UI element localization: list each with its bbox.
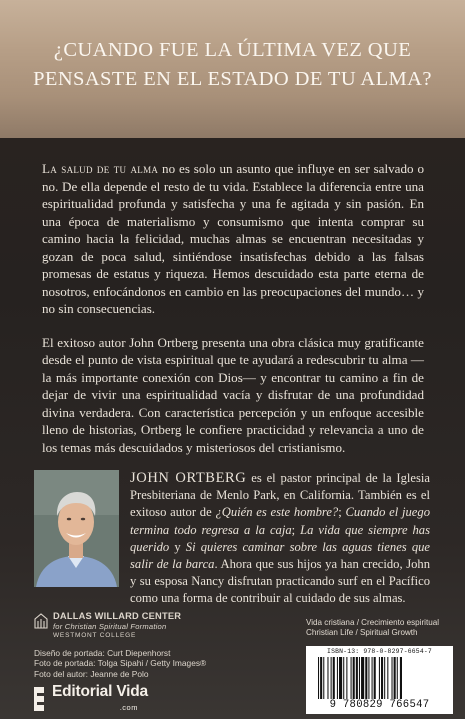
category-spanish: Vida cristiana / Crecimiento espiritual <box>306 618 440 627</box>
category-english: Christian Life / Spiritual Growth <box>306 628 418 637</box>
credit-cover-photo: Foto de portada: Tolga Sipahi / Getty Images® <box>34 658 207 669</box>
isbn-barcode <box>306 646 453 714</box>
author-portrait-image <box>34 470 119 587</box>
cover-credits <box>34 648 234 679</box>
book-title-1: ¿Quién es este hombre? <box>215 505 339 520</box>
dallas-willard-title: DALLAS WILLARD CENTER <box>53 611 182 621</box>
publisher-domain: .com <box>119 702 138 712</box>
barcode-number: 9 780829 766547 <box>329 699 430 711</box>
author-bio <box>130 470 430 608</box>
dallas-willard-logo <box>34 612 234 641</box>
description-paragraph-1 <box>42 160 424 318</box>
dallas-willard-subtitle: for Christian Spiritual Formation <box>53 621 167 631</box>
dallas-willard-college: WESTMONT COLLEGE <box>53 632 137 640</box>
author-name: JOHN ORTBERG <box>130 470 247 486</box>
bio-text-2: . Ahora que sus hijos ya han crecido, John y su esposa Nancy disfrutan practicando surf en el Pacífico como una forma de contribuir al cuidado de sus almas. <box>130 557 430 606</box>
bio-separator-3: y <box>169 539 186 554</box>
book-title-3: La vida que siempre has querido <box>130 522 430 554</box>
headline-band <box>0 0 465 138</box>
paragraph-1-text: no es solo un asunto que influye en ser salvado o no. De ella depende el resto de tu vida. Establece la diferencia entre una espiritualidad profunda y satisfecha y una fe agitada y sin pasión. En una época de materialismo y consumismo que intenta comprar su camino hacia la felicidad, muchas almas se encuentran necesitadas y gozan de poca salud, sintiéndose insatisfechas debido a las falsas promesas de estatus y riqueza. Hemos descuidado esta parte eterna de nosotros, enfocándonos en cambio en las preocupaciones del mundo… y no sin consecuencias. <box>42 161 424 316</box>
book-categories <box>306 618 456 638</box>
isbn-label: ISBN-13: 978-0-8297-6654-7 <box>327 648 432 655</box>
publisher-mark-icon <box>34 687 46 711</box>
bio-separator-1: ; <box>338 505 346 520</box>
credit-author-photo: Foto del autor: Jeanne de Polo <box>34 668 149 679</box>
book-title-2: Cuando el juego termina todo regresa a la caja <box>130 505 430 537</box>
author-photo <box>34 470 119 587</box>
publisher-name: Editorial Vida <box>52 682 148 700</box>
barcode-bars-icon <box>318 657 441 699</box>
headline <box>0 36 465 94</box>
bio-separator-2: ; <box>291 522 301 537</box>
headline-line-1: ¿CUANDO FUE LA ÚLTIMA VEZ QUE <box>53 39 412 61</box>
credit-design: Diseño de portada: Curt Diepenhorst <box>34 648 171 658</box>
headline-line-2: PENSASTE EN EL ESTADO DE TU ALMA? <box>33 68 432 90</box>
book-title-lead: La salud de tu alma <box>42 161 159 176</box>
description <box>42 160 424 456</box>
description-paragraph-2: El exitoso autor John Ortberg presenta una obra clásica muy gratificante desde el punto de vista espiritual que te ayudará a redescubrir tu alma —la más importante conexión con Dios— y encontrar tu camino a fin de dejar de vivir una espiritualidad vacía y disfrutar de una profundidad divina verdadera. Con característica percepción y un enfoque accesible lleno de historias, Ortberg le confiere practicidad y relevancia a uno de los temas más descuidados y misteriosos del cristianismo. <box>42 334 424 455</box>
dallas-willard-emblem-icon <box>34 613 48 629</box>
publisher-logo <box>34 684 204 714</box>
book-title-4: Si quieres caminar sobre las aguas tienes que salir de la barca <box>130 539 431 572</box>
bio-text-1: es el pastor principal de la Iglesia Presbiteriana de Menlo Park, en California. También es el exitoso autor de <box>130 471 430 520</box>
